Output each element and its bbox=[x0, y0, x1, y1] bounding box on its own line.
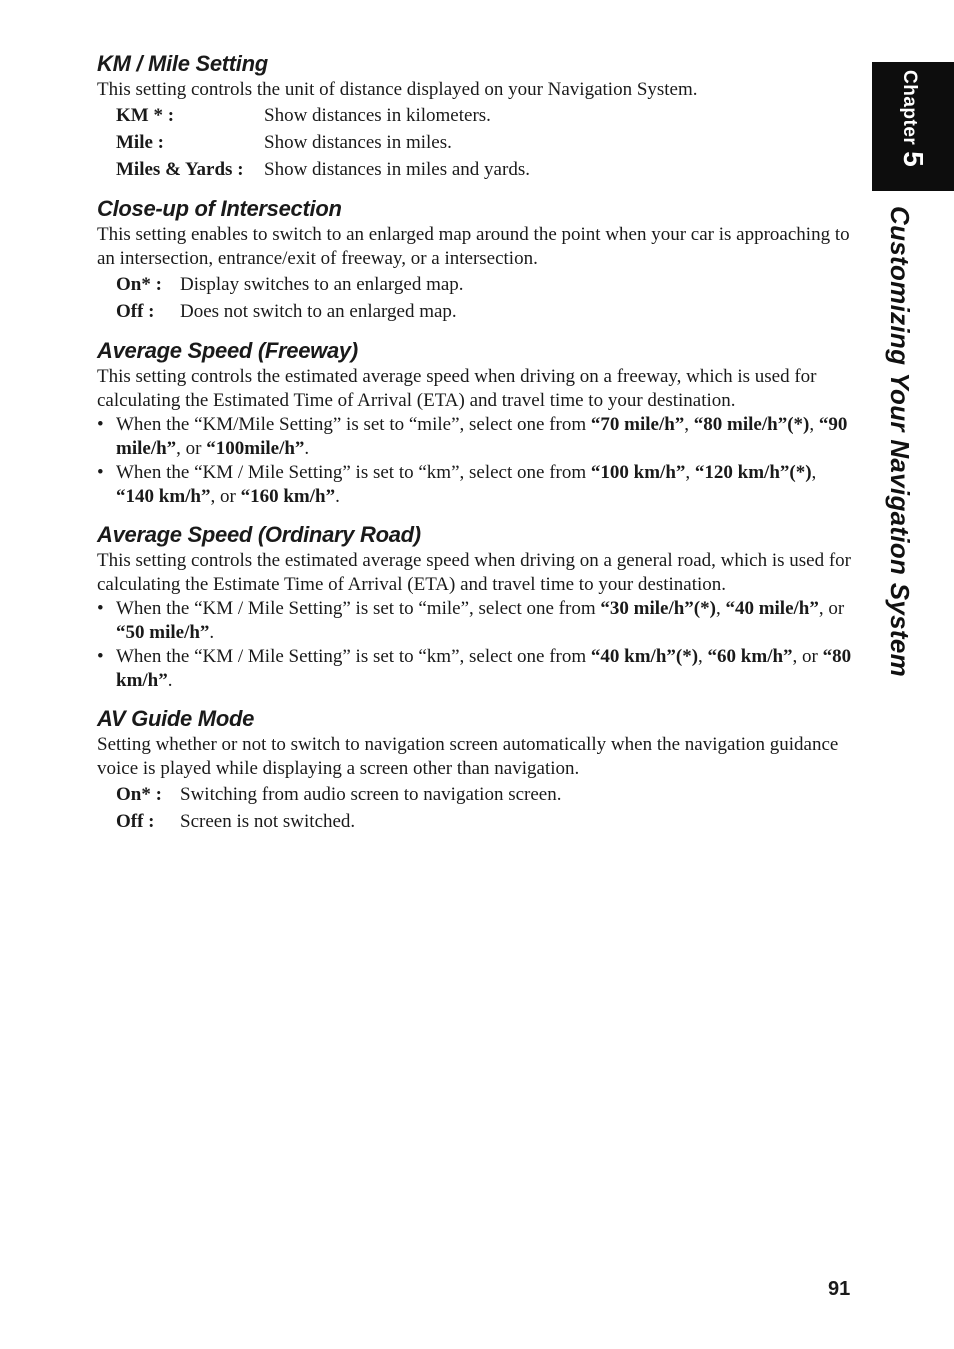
option-row bbox=[97, 781, 859, 808]
separator: , or bbox=[210, 486, 241, 507]
heading-freeway: Average Speed (Freeway) bbox=[97, 338, 358, 363]
speed-value: “60 km/h” bbox=[707, 646, 793, 667]
speed-value: “100 km/h” bbox=[590, 462, 686, 483]
speed-value: “40 mile/h” bbox=[725, 598, 819, 619]
bullet-text: When the “KM / Mile Setting” is set to “km”, select one from bbox=[116, 646, 591, 667]
chapter-word: Chapter bbox=[899, 70, 920, 146]
option-text: Show distances in miles. bbox=[264, 132, 452, 153]
section-freeway bbox=[97, 337, 859, 509]
separator: . bbox=[304, 438, 310, 459]
speed-value: “160 km/h” bbox=[240, 486, 336, 507]
separator: . bbox=[209, 622, 215, 643]
chapter-tab bbox=[872, 62, 954, 191]
section-km-mile bbox=[97, 50, 859, 183]
heading-closeup: Close-up of Intersection bbox=[97, 196, 342, 221]
separator: , bbox=[809, 414, 819, 435]
option-row bbox=[97, 156, 859, 183]
separator: . bbox=[335, 486, 340, 507]
chapter-number: 5 bbox=[898, 151, 929, 167]
speed-value: “40 km/h”(*) bbox=[590, 646, 699, 667]
speed-value: “100mile/h” bbox=[206, 438, 305, 459]
option-key: Miles & Yards : bbox=[116, 159, 244, 180]
section-av-guide bbox=[97, 705, 859, 835]
option-row bbox=[97, 271, 859, 298]
speed-value: “50 mile/h” bbox=[116, 622, 210, 643]
speed-value: “30 mile/h”(*) bbox=[600, 598, 716, 619]
option-key: Mile : bbox=[116, 132, 165, 153]
option-text: Show distances in kilometers. bbox=[264, 105, 491, 126]
page-content bbox=[97, 50, 859, 847]
option-text: Screen is not switched. bbox=[180, 811, 356, 832]
speed-value: “80 km/h” bbox=[116, 646, 852, 691]
separator: , or bbox=[176, 438, 207, 459]
bullet-item bbox=[97, 597, 859, 645]
page-number: 91 bbox=[828, 1278, 851, 1300]
bullet-text: When the “KM / Mile Setting” is set to “mile”, select one from bbox=[116, 598, 601, 619]
option-row bbox=[97, 808, 859, 835]
option-key: On* : bbox=[116, 274, 162, 295]
separator: . bbox=[167, 670, 173, 691]
desc-closeup: This setting enables to switch to an enlarged map around the point when your car is approaching to an intersection, entrance/exit of freeway, or a intersection. bbox=[97, 224, 850, 269]
desc-ordinary: This setting controls the estimated average speed when driving on a general road, which is used for calculating the Estimate Time of Arrival (ETA) and travel time to your destination. bbox=[97, 550, 851, 595]
chapter-tab-label bbox=[897, 70, 929, 167]
bullet-item bbox=[97, 413, 859, 461]
option-row bbox=[97, 129, 859, 156]
bullet-list bbox=[97, 597, 859, 693]
separator: , bbox=[811, 462, 817, 483]
speed-value: “90 mile/h” bbox=[116, 414, 848, 459]
bullet-text: When the “KM/Mile Setting” is set to “mile”, select one from bbox=[116, 414, 591, 435]
desc-km-mile: This setting controls the unit of distance displayed on your Navigation System. bbox=[97, 79, 698, 100]
heading-km-mile: KM / Mile Setting bbox=[97, 51, 268, 76]
option-text: Does not switch to an enlarged map. bbox=[180, 301, 457, 322]
separator: , bbox=[684, 414, 694, 435]
bullet-text: When the “KM / Mile Setting” is set to “km”, select one from bbox=[116, 462, 591, 483]
separator: , bbox=[698, 646, 708, 667]
speed-value: “70 mile/h” bbox=[590, 414, 685, 435]
option-key: On* : bbox=[116, 784, 162, 805]
option-row bbox=[97, 102, 859, 129]
option-key: Off : bbox=[116, 811, 155, 832]
option-row bbox=[97, 298, 859, 325]
option-text: Display switches to an enlarged map. bbox=[180, 274, 464, 295]
bullet-item bbox=[97, 461, 859, 509]
separator: , bbox=[685, 462, 695, 483]
chapter-title: Customizing Your Navigation System bbox=[885, 206, 915, 678]
heading-ordinary: Average Speed (Ordinary Road) bbox=[97, 522, 421, 547]
option-key: KM * : bbox=[116, 105, 175, 126]
separator: , or bbox=[818, 598, 845, 619]
bullet-item bbox=[97, 645, 859, 693]
separator: , or bbox=[792, 646, 823, 667]
option-text: Switching from audio screen to navigation screen. bbox=[180, 784, 562, 805]
bullet-list bbox=[97, 413, 859, 509]
option-text: Show distances in miles and yards. bbox=[264, 159, 530, 180]
desc-freeway: This setting controls the estimated average speed when driving on a freeway, which is used for calculating the Estimated Time of Arrival (ETA) and travel time to your destination. bbox=[97, 366, 817, 411]
speed-value: “120 km/h”(*) bbox=[694, 462, 812, 483]
section-ordinary bbox=[97, 521, 859, 693]
heading-av-guide: AV Guide Mode bbox=[97, 706, 255, 731]
option-key: Off : bbox=[116, 301, 155, 322]
separator: , bbox=[715, 598, 726, 619]
speed-value: “80 mile/h”(*) bbox=[693, 414, 810, 435]
desc-av-guide: Setting whether or not to switch to navigation screen automatically when the navigation guidance voice is played while displaying a screen other than navigation. bbox=[97, 734, 839, 779]
section-closeup bbox=[97, 195, 859, 325]
speed-value: “140 km/h” bbox=[116, 486, 211, 507]
